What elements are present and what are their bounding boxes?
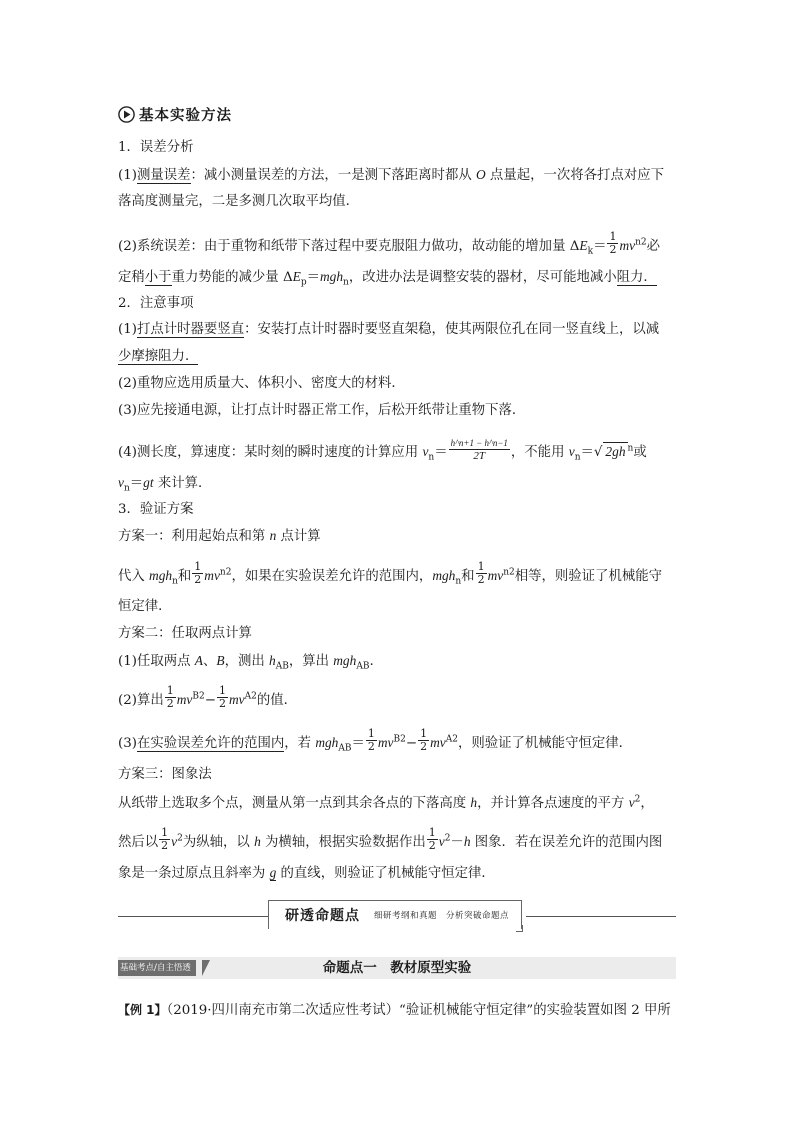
topic-tag: 基础考点/自主悟透 bbox=[118, 960, 196, 976]
banner-rule-right bbox=[526, 916, 676, 917]
plan-3-line-3: 象是一条过原点且斜率为 g 的直线，则验证了机械能守恒定律． bbox=[118, 865, 495, 881]
notes-line-3: (2)重物应选用质量大、体积小、密度大的材料． bbox=[118, 376, 405, 391]
notes-line-4: (3)应先接通电源，让打点计时器正常工作，后松开纸带让重物下落． bbox=[118, 403, 526, 418]
play-triangle-icon bbox=[118, 106, 135, 123]
section-title: 基本实验方法 bbox=[139, 107, 232, 124]
plan-2-step-2: (2)算出 $\frac{1}{2}$ $mv^{B2}-$ $\frac{1}{2}$ $mv^{A2}$的值． bbox=[118, 684, 297, 710]
section-banner bbox=[118, 895, 676, 935]
topic-title: 命题点一 教材原型实验 bbox=[322, 960, 472, 976]
plan-2-title: 方案二：任取两点计算 bbox=[118, 626, 252, 641]
banner-box bbox=[268, 900, 522, 929]
example-text: （2019·四川南充市第二次适应性考试）“验证机械能守恒定律”的实验装置如图 2 甲所 bbox=[166, 1003, 671, 1018]
notes-line-2: 少摩擦阻力． bbox=[118, 349, 199, 364]
error-line-3: (2)系统误差：由于重物和纸带下落过程中要克服阻力做功，故动能的增加量 $\Delta E_k=$ $\frac{1}{2}$ $mv^{n2}$必 bbox=[118, 230, 660, 257]
topic-bar bbox=[118, 957, 676, 979]
plan-3-line-1: 从纸带上选取多个点，测量从第一点到其余各点的下落高度 h，并计算各点速度的平方 $v^2$， bbox=[118, 794, 654, 811]
notes-line-5: (4)测长度，算速度：某时刻的瞬时速度的计算应用 $v_n=$ $\frac{h\^{}n+1 - h\^{}n-1}{2T}$ ，不能用 $v_n=√$ 2gh $^n$或 bbox=[118, 438, 647, 463]
error-line-1: (1)测量误差：减小测量误差的方法，一是测下落距离时都从 O 点量起，一次将各打点对应下 bbox=[118, 167, 665, 183]
heading-plans: 3．验证方案 bbox=[118, 502, 194, 517]
plan-2-step-3: (3)在实验误差允许的范围内，若 mgh$_{AB}$＝ $\frac{1}{2}$ $mv^{B2}-$ $\frac{1}{2}$ $mv^{A2}$，则验证了机械能守恒定律． bbox=[118, 727, 633, 754]
banner-subtitle: 细研考纲和真题 分析突破命题点 bbox=[374, 911, 510, 921]
notes-line-1: (1)打点计时器要竖直：安装打点计时器时要竖直架稳，使其两限位孔在同一竖直线上，以减 bbox=[118, 322, 660, 337]
example-line bbox=[118, 1001, 671, 1020]
plan-3-line-2: 然后以 $\frac{1}{2}$ $v^2$为纵轴，以 h 为横轴，根据实验数据作出 $\frac{1}{2}$ $v^2-h$ 图象．若在误差允许的范围内图 bbox=[118, 826, 663, 852]
heading-notes: 2．注意事项 bbox=[118, 296, 194, 311]
example-label: 【例 1】 bbox=[118, 1003, 167, 1017]
banner-rule-left bbox=[118, 916, 268, 917]
plan-1-line-2: 恒定律． bbox=[118, 599, 172, 614]
section-heading bbox=[118, 104, 232, 124]
error-line-4: 定稍小于重力势能的减少量 $\Delta E_p=mgh_n$，改进办法是调整安装的器材，尽可能地减小阻力． bbox=[118, 269, 657, 288]
plan-1-title: 方案一：利用起始点和第 n 点计算 bbox=[118, 528, 321, 544]
banner-corner bbox=[516, 925, 523, 932]
notes-line-6: $v_n=gt$ 来计算． bbox=[118, 475, 212, 494]
plan-2-step-1: (1)任取两点 A、B，测出 $h_{AB}$，算出 mgh$_{AB}$. bbox=[118, 653, 374, 672]
plan-3-title: 方案三：图象法 bbox=[118, 767, 212, 782]
banner-title: 研透命题点 bbox=[285, 908, 360, 924]
topic-tag-slash bbox=[202, 960, 210, 976]
plan-1-line-1: 代入 mgh$_n$和 $\frac{1}{2}$ $mv^{n2}$，如果在实验误差允许的范围内，mgh$_n$和 $\frac{1}{2}$ $mv^{n2}$相等，则验证了机械能守 bbox=[118, 560, 663, 587]
error-line-2: 落高度测量完，二是多测几次取平均值． bbox=[118, 194, 360, 209]
heading-error-analysis: 1．误差分析 bbox=[118, 140, 194, 155]
